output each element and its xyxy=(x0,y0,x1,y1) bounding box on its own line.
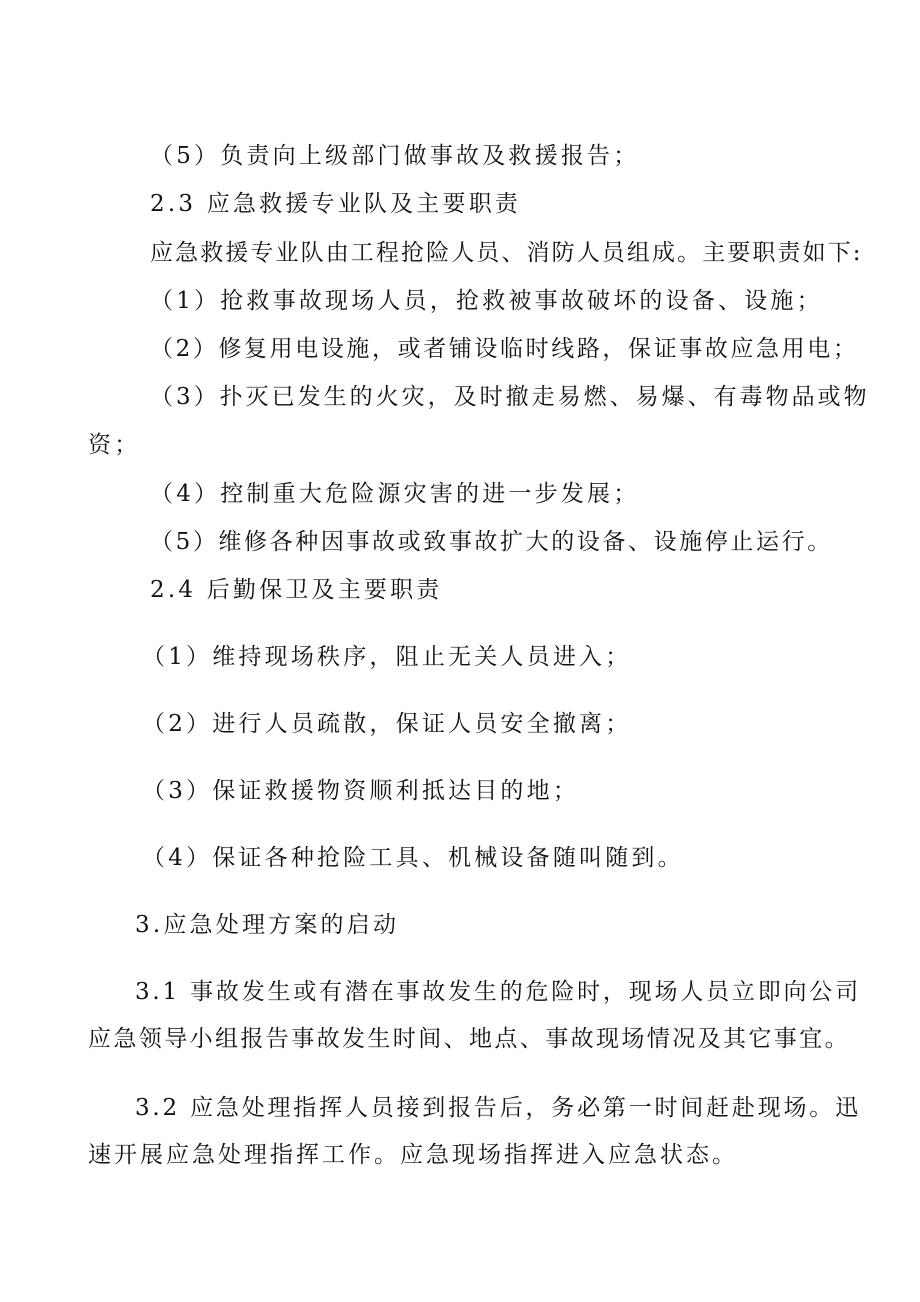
section-heading-2-4: 2.4 后勤保卫及主要职责 xyxy=(150,577,443,603)
duty-item-1-rescue: （1）抢救事故现场人员，抢救被事故破坏的设备、设施； xyxy=(150,288,823,314)
security-item-4: （4）保证各种抢险工具、机械设备随叫随到。 xyxy=(142,845,684,871)
section-heading-3: 3.应急处理方案的启动 xyxy=(135,912,400,938)
duty-item-5-maintenance: （5）维修各种因事故或致事故扩大的设备、设施停止运行。 xyxy=(150,529,833,555)
security-item-3: （3）保证救援物资顺利抵达目的地； xyxy=(142,778,580,804)
paragraph-3-2-line-1: 3.2 应急处理指挥人员接到报告后，务必第一时间赶赴现场。迅 xyxy=(135,1095,861,1121)
paragraph-3-1-line-2: 应急领导小组报告事故发生时间、地点、事故现场情况及其它事宜。 xyxy=(88,1026,850,1052)
paragraph-3-1-line-1: 3.1 事故发生或有潜在事故发生的危险时，现场人员立即向公司 xyxy=(135,979,861,1005)
paragraph-team-composition: 应急救援专业队由工程抢险人员、消防人员组成。主要职责如下: xyxy=(150,240,863,266)
duty-item-3-fire: （3）扑灭已发生的火灾，及时撤走易燃、易爆、有毒物品或物 xyxy=(150,384,870,410)
security-item-1: （1）维持现场秩序，阻止无关人员进入； xyxy=(142,644,632,670)
duty-item-3-fire-continued: 资； xyxy=(88,432,141,458)
duty-item-2-power: （2）修复用电设施，或者铺设临时线路，保证事故应急用电； xyxy=(150,336,859,362)
section-heading-2-3: 2.3 应急救援专业队及主要职责 xyxy=(150,191,522,217)
security-item-2: （2）进行人员疏散，保证人员安全撤离； xyxy=(142,711,632,737)
duty-item-5-report: （5）负责向上级部门做事故及救援报告； xyxy=(150,143,640,169)
duty-item-4-hazard: （4）控制重大危险源灾害的进一步发展； xyxy=(150,481,640,507)
paragraph-3-2-line-2: 速开展应急处理指挥工作。应急现场指挥进入应急状态。 xyxy=(88,1142,738,1168)
